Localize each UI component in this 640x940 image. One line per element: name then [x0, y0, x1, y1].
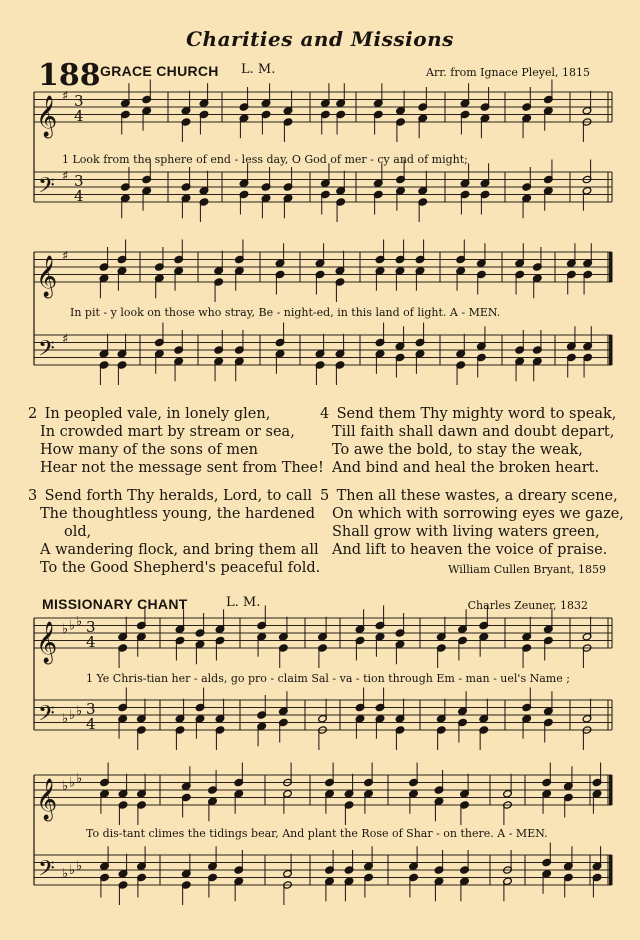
verse-3: 3 Send forth Thy heralds, Lord, to call The thoughtless young, the hardened old, A wandering flock, and bring them all To the Good Shepherd's peaceful fold.: [28, 488, 321, 576]
bass-clef: 𝄢: [38, 336, 55, 367]
bass-clef: 𝄢: [38, 856, 55, 887]
time-sig-bottom: 4: [74, 107, 84, 125]
treble-clef: 𝄞: [36, 622, 58, 663]
final-barline: [609, 775, 613, 805]
flat: ♭: [76, 771, 83, 787]
final-barline: [609, 335, 613, 365]
flat: ♭: [69, 862, 76, 878]
lyric-line: 1 Look from the sphere of end - less day, O God of mer - cy and of might;: [62, 153, 468, 166]
sharp: ♯: [62, 331, 69, 347]
treble-clef: 𝄞: [36, 96, 58, 137]
flat: ♭: [62, 779, 69, 794]
final-barline: [609, 855, 613, 885]
verse-4: 4 Send them Thy mighty word to speak, Till faith shall dawn and doubt depart, To awe the bold, to stay the weak, And bind and heal the broken heart.: [320, 406, 617, 476]
tune-name: GRACE CHURCH: [100, 63, 219, 79]
time-sig-top: 3: [74, 172, 84, 190]
flat: ♭: [62, 711, 69, 727]
lyric-line: To dis-tant climes the tidings bear, And plant the Rose of Shar - on there. A - MEN.: [86, 827, 548, 840]
verse-2: 2 In peopled vale, in lonely glen, In crowded mart by stream or sea, How many of the sons of men Hear not the message sent from Thee!: [28, 406, 324, 476]
verse-5: 5 Then all these wastes, a dreary scene, On which with sorrowing eyes we gaze, Shall grow with living waters green, And lift to heaven the voice of praise.: [320, 488, 624, 558]
flat: ♭: [69, 707, 76, 723]
time-sig-top: 3: [74, 92, 84, 110]
sharp: ♯: [62, 248, 69, 264]
lyric-line: In pit - y look on those who stray, Be - night-ed, in this land of light. A - MEN.: [70, 306, 501, 319]
time-sig-bottom: 4: [86, 715, 96, 733]
tune-name-2: MISSIONARY CHANT: [42, 596, 188, 612]
flat: ♭: [62, 622, 69, 637]
time-sig-bottom: 4: [86, 633, 96, 651]
meter: L. M.: [241, 62, 276, 77]
time-sig-bottom: 4: [74, 187, 84, 205]
hymn-number: 188: [38, 58, 101, 93]
flat: ♭: [76, 859, 83, 874]
treble-clef: 𝄞: [36, 779, 58, 820]
time-sig-top: 3: [86, 618, 96, 636]
lyric-line: 1 Ye Chris-tian her - alds, go pro - claim Sal - va - tion through Em - man - uel's Name ;: [86, 672, 570, 685]
flat: ♭: [69, 618, 76, 634]
section-title: Charities and Missions: [186, 27, 454, 51]
flat: ♭: [76, 704, 83, 719]
time-sig-top: 3: [86, 700, 96, 718]
sharp: ♯: [62, 88, 69, 104]
final-barline: [609, 252, 613, 282]
bass-clef: 𝄢: [38, 701, 55, 732]
bass-clef: 𝄢: [38, 173, 55, 204]
flat: ♭: [69, 775, 76, 791]
author-credit: William Cullen Bryant, 1859: [448, 563, 606, 576]
flat: ♭: [76, 614, 83, 630]
meter-2: L. M.: [226, 595, 261, 610]
flat: ♭: [62, 866, 69, 882]
composer-credit-2: Charles Zeuner, 1832: [467, 599, 588, 612]
treble-clef: 𝄞: [36, 256, 58, 297]
sharp: ♯: [62, 168, 69, 184]
composer-credit: Arr. from Ignace Pleyel, 1815: [426, 66, 590, 79]
